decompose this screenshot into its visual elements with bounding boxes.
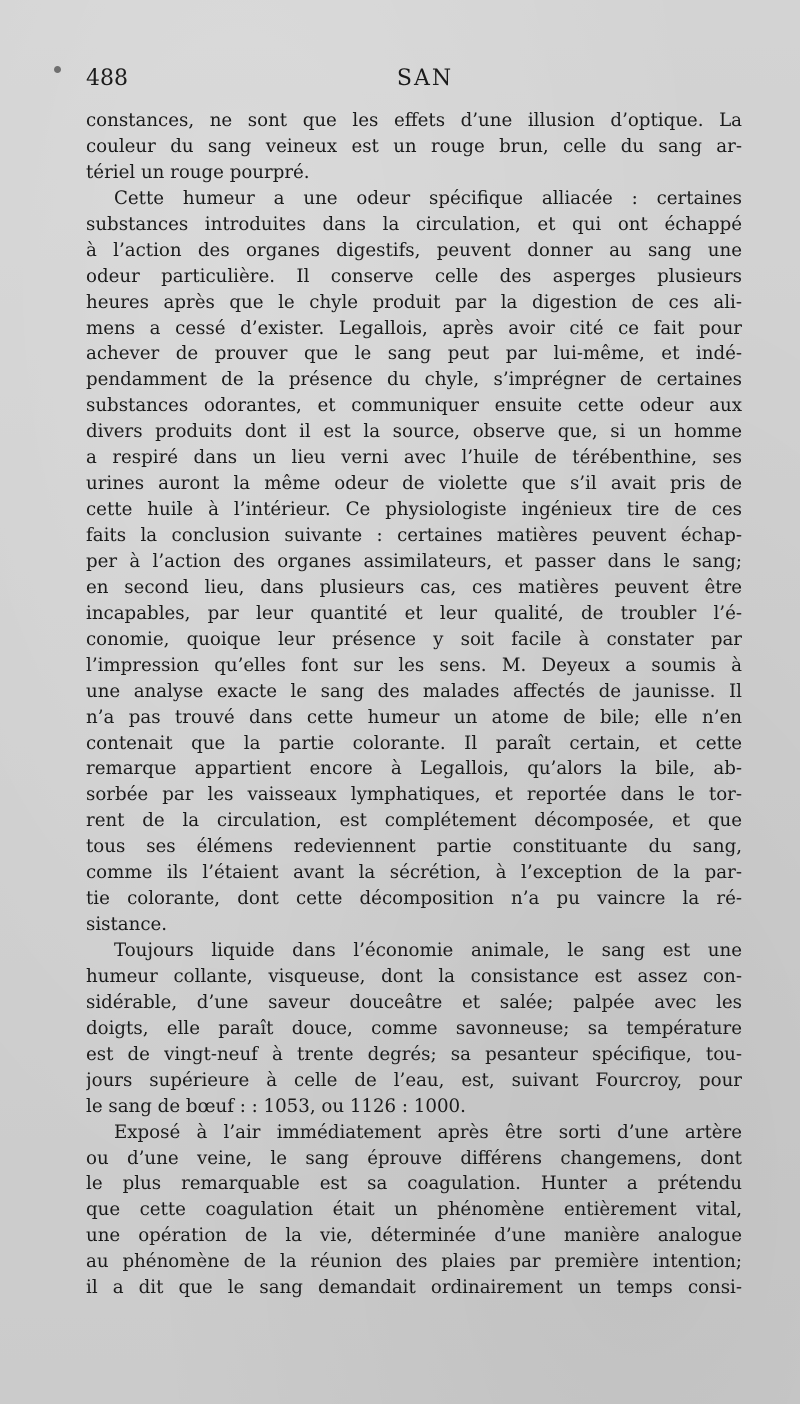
text-line: heures après que le chyle produit par la digestion de ces ali- <box>86 291 742 313</box>
text-line: ou d’une veine, le sang éprouve différens changemens, dont <box>86 1147 742 1169</box>
text-line: cette huile à l’intérieur. Ce physiologiste ingénieux tire de ces <box>86 499 742 521</box>
text-line: conomie, quoique leur présence y soit facile à constater par <box>86 628 742 650</box>
text-line: il a dit que le sang demandait ordinairement un temps consi- <box>86 1277 742 1299</box>
text-line: divers produits dont il est la source, observe que, si un homme <box>86 421 742 443</box>
text-line: substances odorantes, et communiquer ensuite cette odeur aux <box>86 395 742 417</box>
body-text <box>86 108 742 1301</box>
text-line: Toujours liquide dans l’économie animale, le sang est une <box>114 940 742 961</box>
text-line: mens a cessé d’exister. Legallois, après avoir cité ce fait pour <box>86 317 742 339</box>
text-line: doigts, elle paraît douce, comme savonneuse; sa température <box>86 1017 742 1039</box>
text-line: tie colorante, dont cette décomposition n’a pu vaincre la ré- <box>86 888 742 910</box>
text-line: Cette humeur a une odeur spécifique alliacée : certaines <box>114 187 742 209</box>
text-line: comme ils l’étaient avant la sécrétion, à l’exception de la par- <box>86 862 742 884</box>
text-line: faits la conclusion suivante : certaines matières peuvent échap- <box>86 525 742 546</box>
text-line: en second lieu, dans plusieurs cas, ces matières peuvent être <box>86 576 742 598</box>
text-line: incapables, par leur quantité et leur qualité, de troubler l’é- <box>86 602 742 624</box>
text-line: que cette coagulation était un phénomène entièrement vital, <box>86 1199 742 1221</box>
text-line: l’impression qu’elles font sur les sens. M. Deyeux a soumis à <box>86 654 742 676</box>
text-line: substances introduites dans la circulation, et qui ont échappé <box>86 213 742 235</box>
text-line: achever de prouver que le sang peut par lui-même, et indé- <box>86 343 742 365</box>
text-line: constances, ne sont que les effets d’une illusion d’optique. La <box>86 110 742 131</box>
text-line: contenait que la partie colorante. Il paraît certain, et cette <box>86 732 742 754</box>
text-line: per à l’action des organes assimilateurs, et passer dans le sang; <box>86 550 742 572</box>
text-line: n’a pas trouvé dans cette humeur un atome de bile; elle n’en <box>86 706 742 728</box>
text-line: au phénomène de la réunion des plaies par première intention; <box>86 1251 742 1273</box>
text-line: tous ses élémens redeviennent partie constituante du sang, <box>86 836 742 858</box>
text-line: sorbée par les vaisseaux lymphatiques, et reportée dans le tor- <box>86 784 742 806</box>
text-line: à l’action des organes digestifs, peuvent donner au sang une <box>86 239 742 261</box>
text-line: le sang de bœuf : : 1053, ou 1126 : 1000. <box>86 1095 466 1117</box>
text-line: remarque appartient encore à Legallois, qu’alors la bile, ab- <box>86 758 742 780</box>
text-line: sistance. <box>86 914 168 936</box>
page-header <box>86 66 764 100</box>
text-line: urines auront la même odeur de violette que s’il avait pris de <box>86 473 742 495</box>
running-head: SAN <box>396 66 454 91</box>
page-number: 488 <box>86 66 128 91</box>
text-line: couleur du sang veineux est un rouge brun, celle du sang ar- <box>86 135 742 157</box>
text-line: est de vingt-neuf à trente degrés; sa pesanteur spécifique, tou- <box>86 1043 742 1065</box>
text-line: jours supérieure à celle de l’eau, est, suivant Fourcroy, pour <box>86 1069 742 1091</box>
text-line: odeur particulière. Il conserve celle des asperges plusieurs <box>86 265 742 287</box>
text-line: Exposé à l’air immédiatement après être sorti d’une artère <box>114 1121 742 1143</box>
text-line: le plus remarquable est sa coagulation. Hunter a prétendu <box>86 1173 742 1195</box>
text-line: pendamment de la présence du chyle, s’imprégner de certaines <box>86 369 742 391</box>
text-line: tériel un rouge pourpré. <box>86 161 310 183</box>
text-line: a respiré dans un lieu verni avec l’huile de térébenthine, ses <box>86 447 742 469</box>
ink-speck <box>54 66 61 73</box>
text-line: sidérable, d’une saveur douceâtre et salée; palpée avec les <box>86 991 742 1013</box>
text-line: rent de la circulation, est complétement décomposée, et que <box>86 810 742 832</box>
text-line: humeur collante, visqueuse, dont la consistance est assez con- <box>86 965 742 987</box>
text-line: une analyse exacte le sang des malades affectés de jaunisse. Il <box>86 680 742 702</box>
text-line: une opération de la vie, déterminée d’une manière analogue <box>86 1225 742 1247</box>
